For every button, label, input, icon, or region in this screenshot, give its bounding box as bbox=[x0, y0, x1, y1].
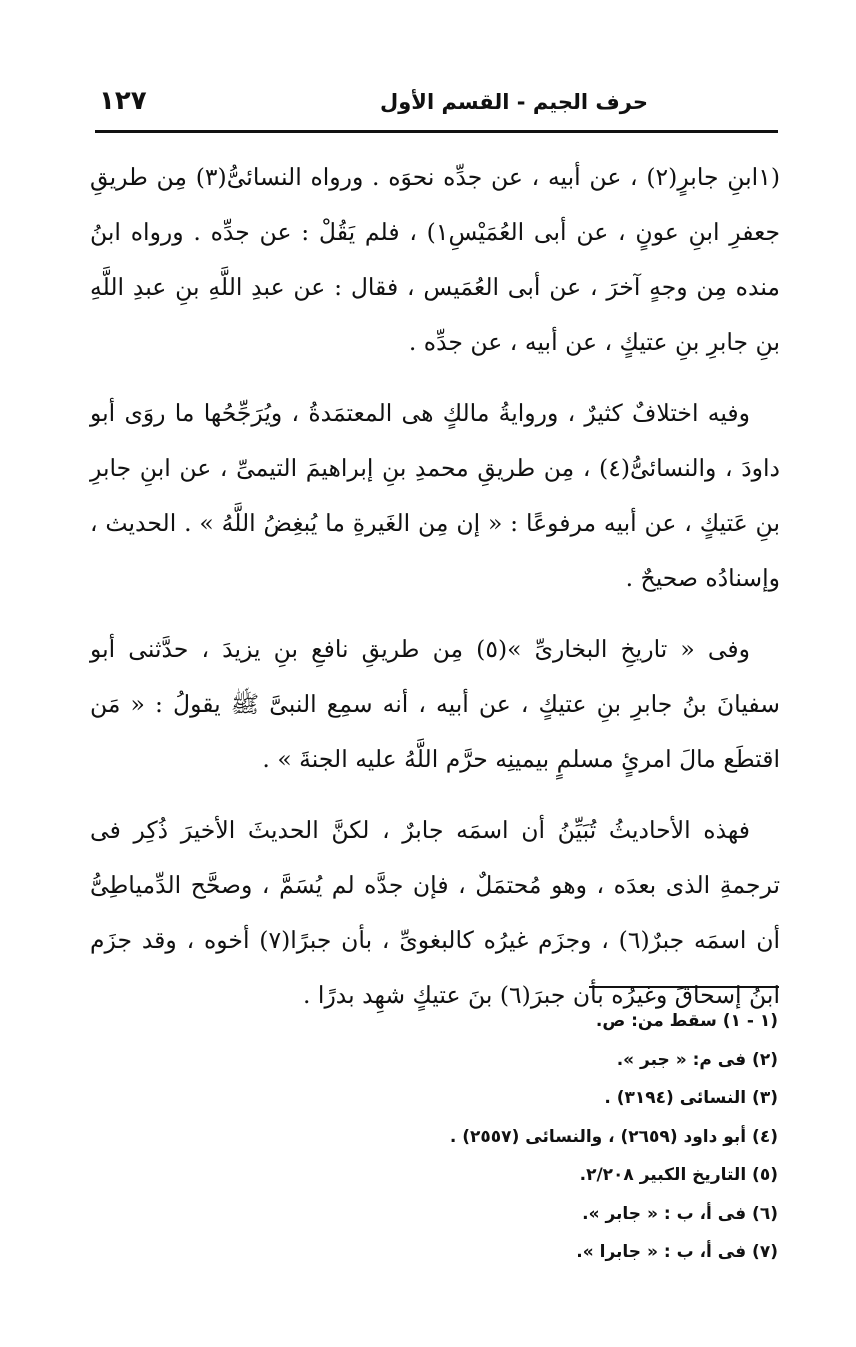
footnotes bbox=[300, 1002, 778, 1272]
footnote-3: (٣) النسائى (٣١٩٤) . bbox=[604, 1088, 778, 1108]
footnote-separator bbox=[589, 986, 779, 988]
main-text bbox=[90, 150, 780, 1039]
paragraph-1: (١ابنِ جابرٍ(٢) ، عن أبيه ، عن جدِّه نحوَه . ورواه النسائىُّ(٣) مِن طريقِ جعفرِ ابنِ عونٍ ، عن أبى العُمَيْسِ١) ، فلم يَقُلْ : عن جدِّه . ورواه ابنُ منده مِن وجهٍ آخرَ ، عن أبى العُمَيس ، فقال : عن عبدِ اللَّهِ بنِ عبدِ اللَّهِ بنِ جابرِ بنِ عتيكٍ ، عن أبيه ، عن جدِّه . bbox=[90, 163, 781, 356]
footnote-4: (٤) أبو داود (٢٦٥٩) ، والنسائى (٢٥٥٧) . bbox=[449, 1126, 778, 1147]
header-rule bbox=[95, 130, 778, 133]
footnote-2: (٢) فى م: « جبر ». bbox=[616, 1049, 778, 1070]
footnote-7: (٧) فى أ، ب : « جابرا ». bbox=[576, 1242, 778, 1262]
running-title: حرف الجيم - القسم الأول bbox=[380, 90, 648, 114]
page-header bbox=[95, 84, 778, 124]
paragraph-4: فهذه الأحاديثُ تُبَيِّنُ أن اسمَه جابرٌ ، لكنَّ الحديثَ الأخيرَ ذُكِر فى ترجمةِ الذى بعدَه ، وهو مُحتمَلٌ ، فإن جدَّه لم يُسَمَّ ، وصحَّح الدِّمياطِىُّ أن اسمَه جبرٌ(٦) ، وجزَم غيرُه كالبغوىِّ ، بأن جبرًا(٧) أخوه ، وقد جزَم ابنُ إسحاقَ وغيرُه بأن جبرَ(٦) بنَ عتيكٍ شهِد بدرًا . bbox=[90, 816, 781, 1009]
page-number: ١٢٧ bbox=[99, 86, 147, 116]
footnote-5: (٥) التاريخ الكبير ٢/٢٠٨. bbox=[579, 1165, 778, 1185]
footnote-6: (٦) فى أ، ب : « جابر ». bbox=[582, 1203, 778, 1224]
paragraph-2: وفيه اختلافٌ كثيرٌ ، وروايةُ مالكٍ هى المعتمَدةُ ، ويُرَجِّحُها ما روَى أبو داودَ ، والنسائىُّ(٤) ، مِن طريقِ محمدِ بنِ إبراهيمَ التيمىِّ ، عن ابنِ جابرِ بنِ عَتيكٍ ، عن أبيه مرفوعًا : « إن مِن الغَيرةِ ما يُبغِضُ اللَّهُ » . الحديث ، وإسنادُه صحيحٌ . bbox=[90, 399, 780, 592]
paragraph-3: وفى « تاريخِ البخارىِّ »(٥) مِن طريقِ نافعِ بنِ يزيدَ ، حدَّثنى أبو سفيانَ بنُ جابرِ بنِ عتيكٍ ، عن أبيه ، أنه سمِع النبىَّ ﷺ يقولُ : « مَن اقتطَع مالَ امرئٍ مسلمٍ بيمينِه حرَّم اللَّهُ عليه الجنةَ » . bbox=[90, 635, 780, 773]
footnote-1: (١ - ١) سقط من: ص. bbox=[595, 1011, 778, 1031]
